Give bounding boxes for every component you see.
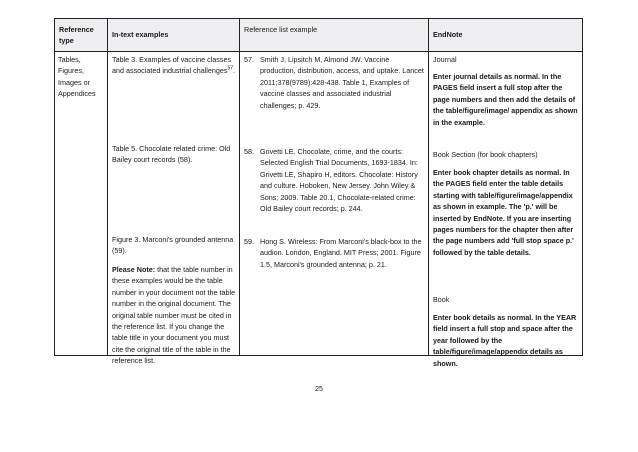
please-note-text: Please Note: that the table number in these examples would be the table number in your document not the table number in the original document. The original table number must be cited in the reference list. If you change the table title in your document you must cite the original title of the table in the reference list.: [112, 265, 236, 366]
header-reference-list-example: Reference list example: [240, 19, 429, 52]
in-text-example-figure-3: Figure 3. Marconi's grounded antenna (59).: [112, 235, 234, 256]
endnote-journal-text: Enter journal details as normal. In the PAGES field insert a full stop after the page numbers and then add the details of the table/figure/image/ appendix as shown in the example.: [433, 72, 578, 127]
reference-type-text: Tables, Figures, Images or Appendices: [58, 55, 96, 99]
reference-table: [54, 18, 583, 368]
in-text-examples-cell: [108, 52, 240, 366]
endnote-book-section-label: Book Section (for book chapters): [433, 150, 538, 159]
in-text-example-table-5: Table 5. Chocolate related crime: Old Bailey court records (58).: [112, 144, 231, 165]
endnote-book-text: Enter book details as normal. In the YEAR field insert a full stop and space after the year followed by the table/figure/image/appendix details as shown.: [433, 313, 577, 368]
endnote-cell: [429, 52, 583, 368]
header-endnote: EndNote: [429, 19, 583, 52]
page-number: 25: [315, 386, 323, 393]
endnote-book-label: Book: [433, 295, 450, 304]
reference-list-cell: [240, 52, 429, 356]
header-in-text-examples: In-text examples: [108, 19, 240, 52]
table-header-row: [55, 19, 583, 52]
reference-type-cell: [55, 52, 108, 356]
endnote-book-section-text: Enter book chapter details as normal. In the PAGES field enter the table details starting with table/figure/image/appendix as shown in example. The 'p.' will be inserted by EndNote. If you are inserting pages numbers for the chapter then after the page numbers add 'full stop space p.' followed by the table details.: [433, 168, 574, 257]
endnote-journal-label: Journal: [433, 55, 457, 64]
header-reference-type: Reference type: [55, 19, 108, 52]
reference-entry-59: 59. Hong S. Wireless: From Marconi's black-box to the audion. London, England. MIT Press; 2001. Figure 1.5, Marconi's grounded antenna; p. 21.: [244, 237, 422, 269]
reference-entry-57: 57. Smith J, Lipsitch M, Almond JW. Vaccine production, distribution, access, and uptake. Lancet 2011;378(9789):428-438. Table 1, Examples of vaccine classes and associated industrial challenges; p. 429.: [244, 55, 424, 110]
reference-entry-58: 58. Grivetti LE. Chocolate, crime, and the courts: Selected English Trial Documents, 1693-1834. In: Grivetti LE, Shapiro H, editors. Chocolate: History and culture. Hoboken, New Jersey. John Wiley & Sons; 2009. Table 20.1, Chocolate-related crime: Old Bailey court records; p. 244.: [244, 147, 418, 214]
table-row: [55, 52, 583, 356]
in-text-example-table-3: Table 3. Examples of vaccine classes and associated industrial challenges$^{57}$.: [112, 55, 236, 76]
